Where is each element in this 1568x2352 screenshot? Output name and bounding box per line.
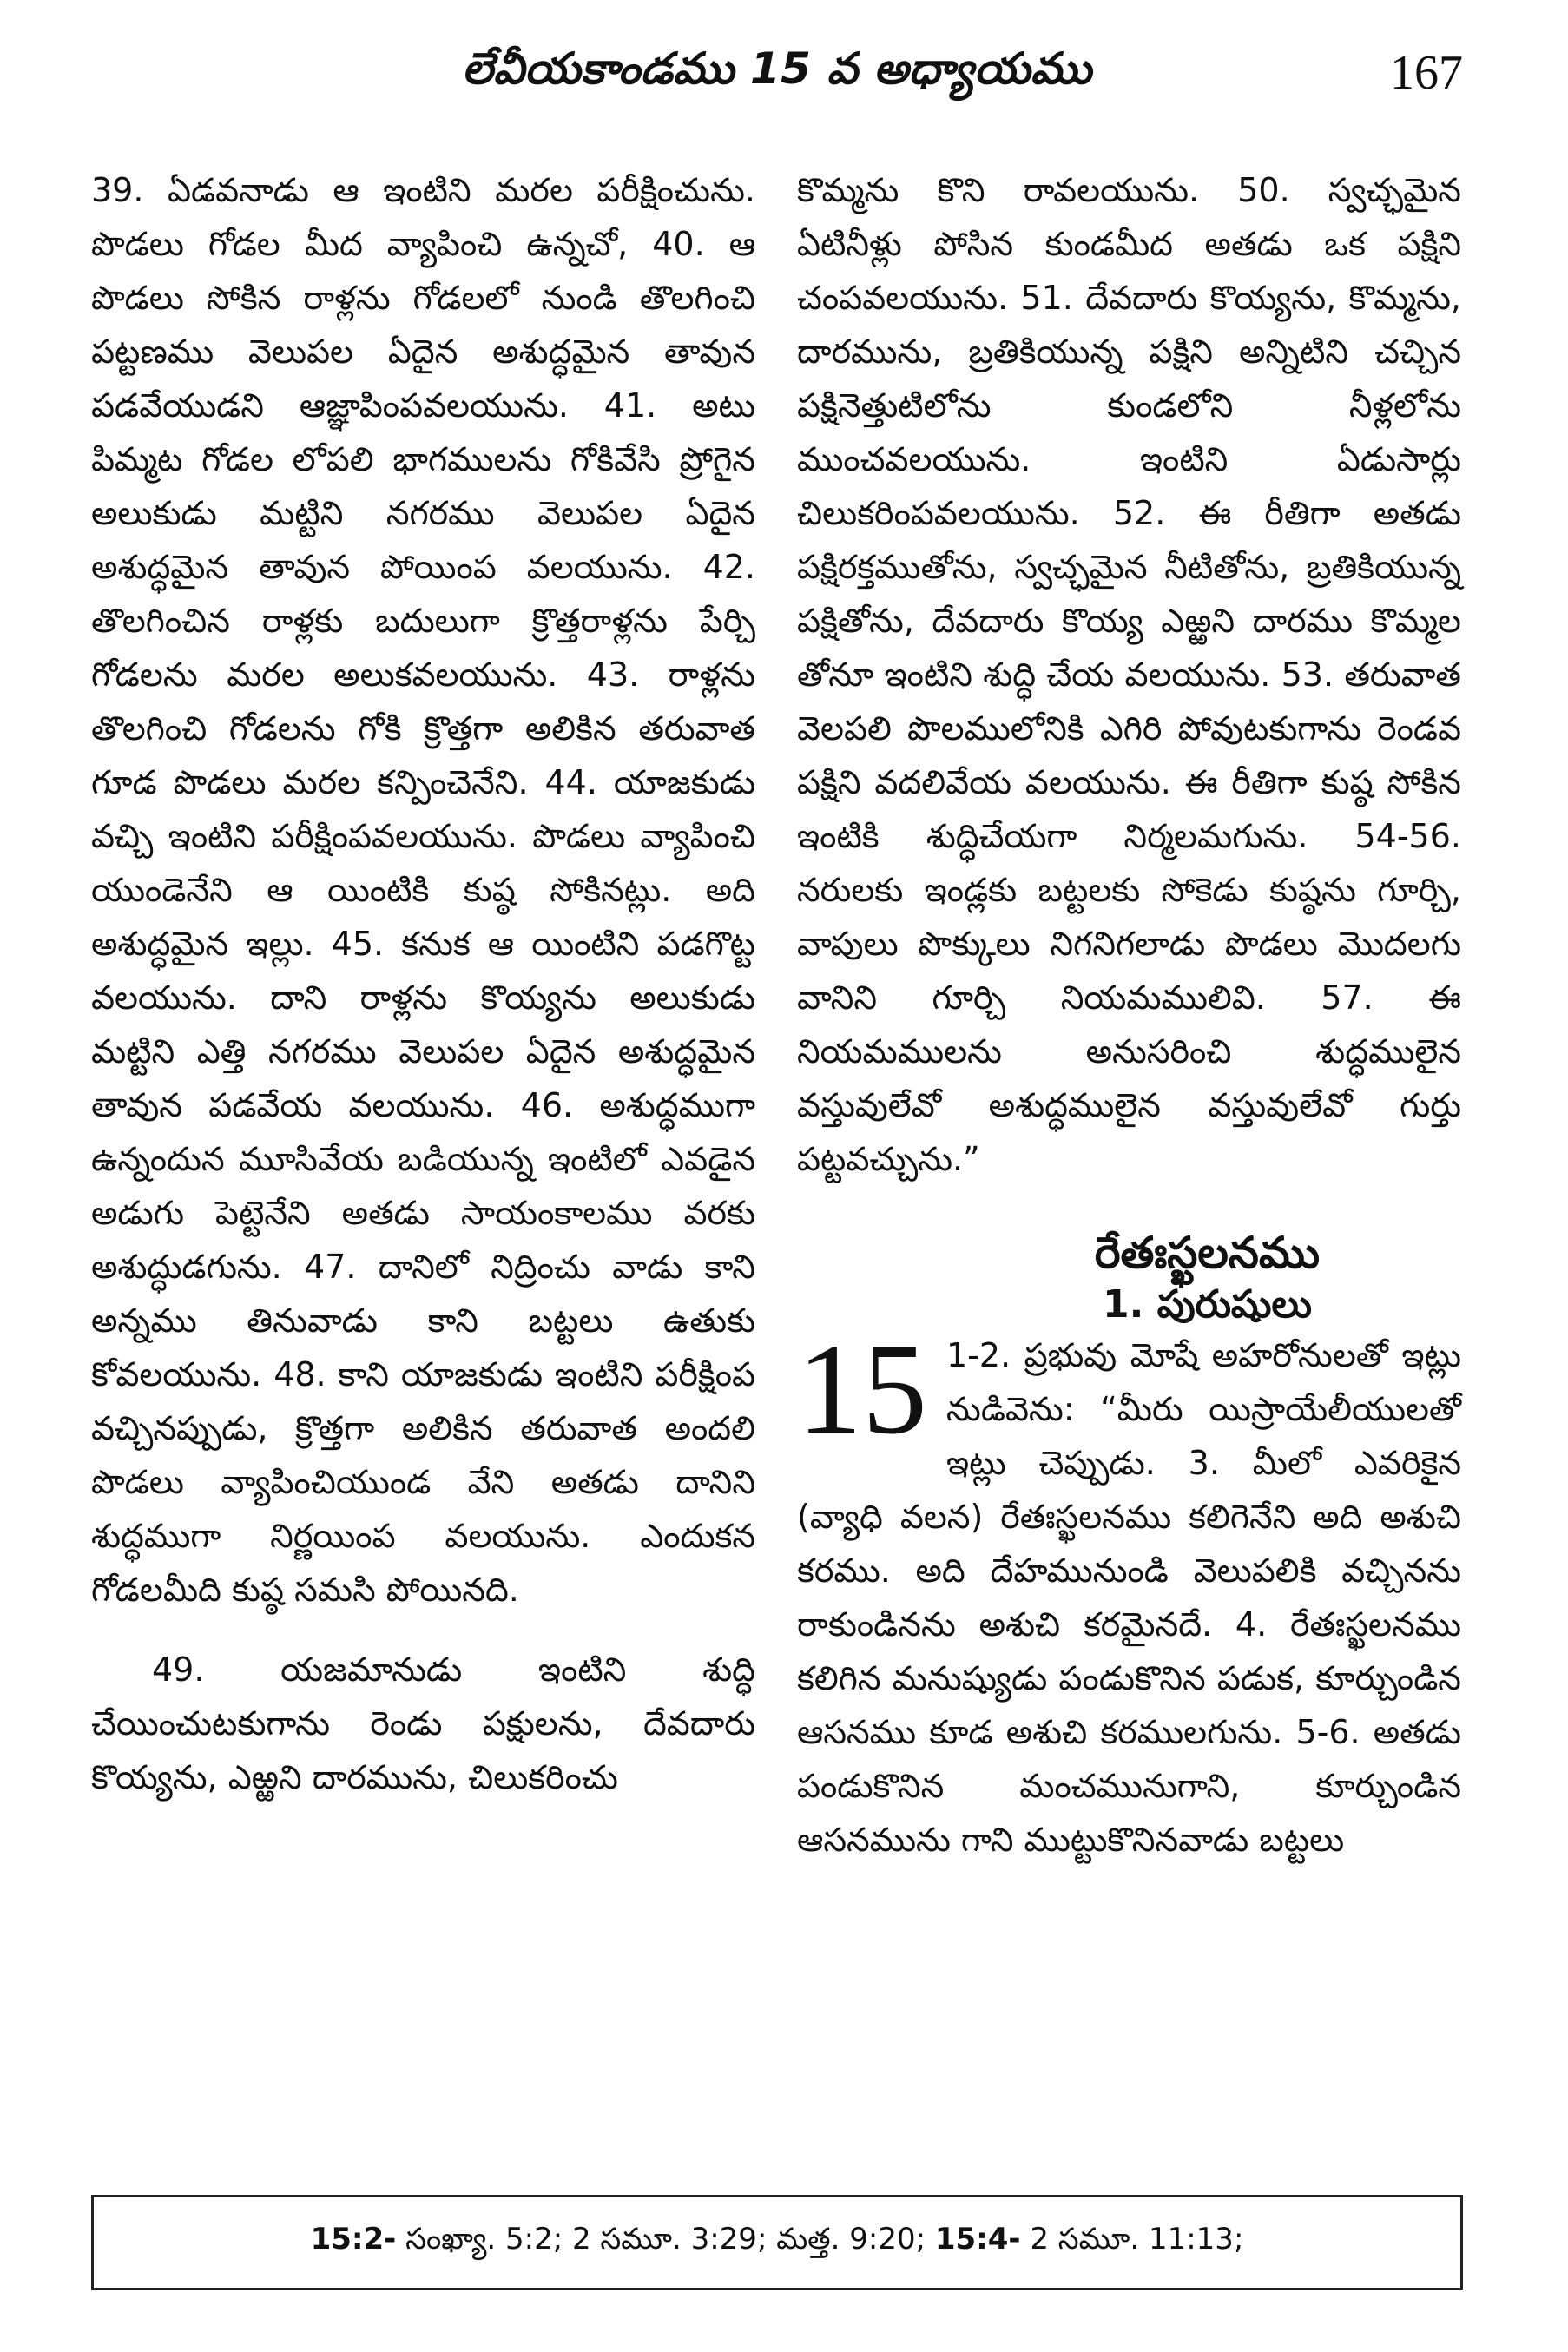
footnote-ref-label-2: 15:4-: [934, 2222, 1021, 2256]
left-paragraph-1: 39. ఏడవనాడు ఆ ఇంటిని మరల పరీక్షించును. పొడలు గోడల మీద వ్యాపించి ఉన్నచో, 40. ఆ పొడలు సోకిన రాళ్లను గోడలలో నుండి తొలగించి పట్టణము వెలుపల ఏదైన అశుద్ధమైన తావున పడవేయుడని ఆజ్ఞాపింపవలయును. 41. అటు పిమ్మట గోడల లోపలి భాగములను గోకివేసి ప్రోగైన అలుకుడు మట్టిని నగరము వెలుపల ఏదైన అశుద్ధమైన తావున పోయింప వలయును. 42. తొలగించిన రాళ్లకు బదులుగా క్రొత్తరాళ్లను పేర్చి గోడలను మరల అలుకవలయును. 43. రాళ్లను తొలగించి గోడలను గోకి క్రొత్తగా అలికిన తరువాత గూడ పొడలు మరల కన్పించెనేని. 44. యాజకుడు వచ్చి ఇంటిని పరీక్షింపవలయును. పొడలు వ్యాపించి యుండెనేని ఆ యింటికి కుష్ఠ సోకినట్లు. అది అశుద్ధమైన ఇల్లు. 45. కనుక ఆ యింటిని పడగొట్ట వలయును. దాని రాళ్లను కొయ్యను అలుకుడు మట్టిని ఎత్తి నగరము వెలుపల ఏదైన అశుద్ధమైన తావున పడవేయ వలయును. 46. అశుద్ధముగా ఉన్నందున మూసివేయ బడియున్న ఇంటిలో ఎవడైన అడుగు పెట్టెనేని అతడు సాయంకాలము వరకు అశుద్ధుడగును. 47. దానిలో నిద్రించు వాడు కాని అన్నము తినువాడు కాని బట్టలు ఉతుకు కోవలయును. 48. కాని యాజకుడు ఇంటిని పరీక్షింప వచ్చినప్పుడు, క్రొత్తగా అలికిన తరువాత అందలి పొడలు వ్యాపించియుండ వేని అతడు దానిని శుద్ధముగా నిర్ణయింప వలయును. ఎందుకన గోడలమీది కుష్ఠ సమసి పోయినది.: [91, 171, 755, 1609]
chapter-number: 15: [797, 1317, 927, 1461]
footnote-ref-label-1: 15:2-: [310, 2222, 397, 2256]
right-column: [797, 163, 1461, 1867]
running-title: లేవీయకాండము 15 వ అధ్యాయము: [462, 43, 1092, 94]
left-column: [91, 163, 755, 1804]
footnote-line: [311, 2222, 1244, 2263]
right-paragraph-2: 1-2. ప్రభువు మోషే అహరోనులతో ఇట్లు నుడివెను: “మీరు యిస్రాయేలీయులతో ఇట్లు చెప్పుడు. 3. మీలో ఎవరికైన (వ్యాధి వలన) రేతఃస్ఖలనము కలిగెనేని అది అశుచి కరము. అది దేహమునుండి వెలుపలికి వచ్చినను రాకుండినను అశుచి కరమైనదే. 4. రేతఃస్ఖలనము కలిగిన మనుష్యుడు పండుకొనిన పడుక, కూర్చుండిన ఆసనము కూడ అశుచి కరములగును. 5-6. అతడు పండుకొనిన మంచమునుగాని, కూర్చుండిన ఆసనమును గాని ముట్టుకొనినవాడు బట్టలు: [797, 1336, 1461, 1859]
footnote-ref-text-1: సంఖ్యా. 5:2; 2 సమూ. 3:29; మత్త. 9:20;: [396, 2222, 935, 2256]
section-subheading: 1. పురుషులు: [1103, 1282, 1312, 1327]
page-number: 167: [1390, 46, 1463, 100]
chapter-opening: [797, 1317, 1461, 1867]
section-heading: రేతఃస్ఖలనము: [1094, 1228, 1321, 1278]
footnote-ref-text-2: 2 సమూ. 11:13;: [1020, 2222, 1244, 2256]
page-header: [91, 35, 1463, 113]
right-paragraph-1: కొమ్మను కొని రావలయును. 50. స్వచ్ఛమైన ఏటినీళ్లు పోసిన కుండమీద అతడు ఒక పక్షిని చంపవలయును. 51. దేవదారు కొయ్యను, కొమ్మను, దారమును, బ్రతికియున్న పక్షిని అన్నిటిని చచ్చిన పక్షినెత్తుటిలోను కుండలోని నీళ్లలోను ముంచవలయును. ఇంటిని ఏడుసార్లు చిలుకరింపవలయును. 52. ఈ రీతిగా అతడు పక్షిరక్తముతోను, స్వచ్ఛమైన నీటితోను, బ్రతికియున్న పక్షితోను, దేవదారు కొయ్య ఎఱ్ఱని దారము కొమ్మల తోనూ ఇంటిని శుద్ధి చేయ వలయును. 53. తరువాత వెలపలి పొలములోనికి ఎగిరి పోవుటకుగాను రెండవ పక్షిని వదలివేయ వలయును. ఈ రీతిగా కుష్ఠ సోకిన ఇంటికి శుద్ధిచేయగా నిర్మలమగును. 54-56. నరులకు ఇండ్లకు బట్టలకు సోకెడు కుష్ఠను గూర్చి, వాపులు పొక్కులు నిగనిగలాడు పొడలు మొదలగు వానిని గూర్చి నియమములివి. 57. ఈ నియమములను అనుసరించి శుద్ధములైన వస్తువులేవో అశుద్ధములైన వస్తువులేవో గుర్తు పట్టవచ్చును.”: [797, 171, 1461, 1178]
left-paragraph-2: 49. యజమానుడు ఇంటిని శుద్ధి చేయించుటకుగాను రెండు పక్షులను, దేవదారు కొయ్యను, ఎఱ్ఱని దారమును, చిలుకరించు: [91, 1650, 755, 1796]
cross-reference-box: [91, 2195, 1463, 2290]
